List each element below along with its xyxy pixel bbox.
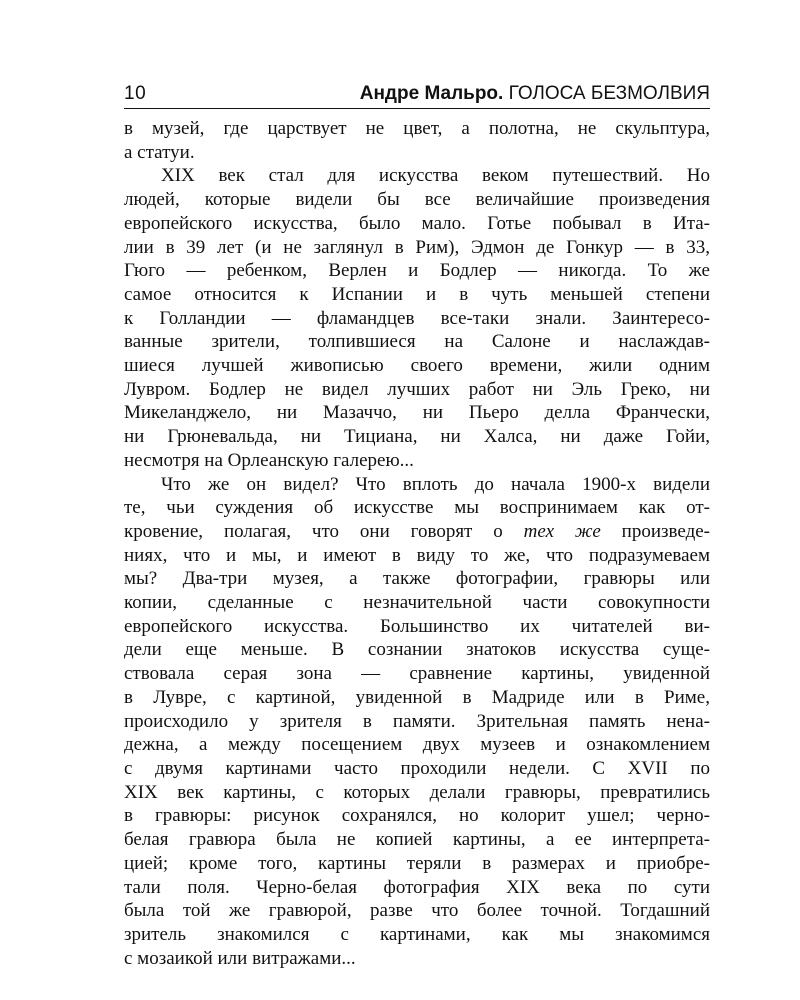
paragraph — [124, 117, 710, 164]
paragraph — [124, 473, 710, 971]
text-line: в музей, где царствует не цвет, а полотна, не скульптура, — [124, 118, 710, 139]
text-line: кровение, полагая, что они говорят о тех же произведе- — [124, 520, 710, 542]
text-line: несмотря на Орлеанскую галерею... — [124, 449, 414, 471]
text-line: с мозаикой или витражами... — [124, 947, 356, 969]
text-line: Лувром. Бодлер не видел лучших работ ни Эль Греко, ни — [124, 378, 710, 400]
text-line: самое относится к Испании и в чуть меньшей степени — [124, 283, 710, 305]
text-line: ни Грюневальда, ни Тициана, ни Халса, ни даже Гойи, — [124, 426, 710, 448]
text-line: Гюго — ребенком, Верлен и Бодлер — никогда. То же — [124, 260, 710, 282]
paragraph — [124, 164, 710, 472]
text-line: зритель знакомился с картинами, как мы знакомимся — [124, 923, 710, 945]
text-line: лии в 39 лет (и не заглянул в Рим), Эдмон де Гонкур — в 33, — [124, 236, 710, 258]
body-text — [124, 117, 710, 970]
text-line: те, чьи суждения об искусстве мы воспринимаем как от- — [124, 497, 710, 519]
text-line: происходило у зрителя в памяти. Зрительная память нена- — [124, 710, 710, 732]
text-line: белая гравюра была не копией картины, а ее интерпрета- — [124, 829, 710, 851]
text-line: дежна, а между посещением двух музеев и ознакомлением — [124, 734, 710, 756]
text-line: в Лувре, с картиной, увиденной в Мадриде или в Риме, — [124, 686, 710, 708]
header-book-title: ГОЛОСА БЕЗМОЛВИЯ — [508, 83, 710, 104]
text-line: была той же гравюрой, разве что более точной. Тогдашний — [124, 900, 710, 922]
text-line: шиеся лучшей живописью своего времени, жили одним — [124, 355, 710, 377]
header-author: Андре Мальро. — [359, 83, 504, 104]
text-line: мы? Два-три музея, а также фотографии, гравюры или — [124, 568, 710, 590]
text-line: Микеланджело, ни Мазаччо, ни Пьеро делла Франчески, — [124, 402, 710, 424]
text-line: ствовала серая зона — сравнение картины, увиденной — [124, 663, 710, 685]
text-line: ванные зрители, толпившиеся на Салоне и наслаждав- — [124, 331, 710, 353]
text-line: европейского искусства. Большинство их читателей ви- — [124, 615, 710, 637]
text-line: XIX век стал для искусства веком путешествий. Но — [161, 165, 710, 187]
header-title-block — [360, 82, 710, 106]
text-line: людей, которые видели бы все величайшие произведения — [124, 189, 710, 211]
text-line: к Голландии — фламандцев все-таки знали. Заинтересо- — [124, 307, 710, 329]
text-line: с двумя картинами часто проходили недели. С XVII по — [124, 757, 710, 779]
text-line: цией; кроме того, картины теряли в размерах и приобре- — [124, 852, 710, 874]
text-line: тали поля. Черно-белая фотография XIX века по сути — [124, 876, 710, 898]
text-line: копии, сделанные с незначительной части совокупности — [124, 592, 710, 614]
text-line: а статуи. — [124, 141, 195, 163]
text-line: в гравюры: рисунок сохранялся, но колорит ушел; черно- — [124, 805, 710, 827]
text-line: Что же он видел? Что вплоть до начала 1900-х видели — [161, 473, 710, 495]
book-page — [124, 78, 710, 970]
text-line: дели еще меньше. В сознании знатоков искусства суще- — [124, 639, 710, 661]
text-line: ниях, что и мы, и имеют в виду то же, что подразумеваем — [124, 544, 710, 566]
text-line: XIX век картины, с которых делали гравюры, превратились — [124, 781, 710, 803]
text-line: европейского искусства, было мало. Готье побывал в Ита- — [124, 212, 710, 234]
running-head — [124, 78, 710, 109]
page-number: 10 — [124, 83, 147, 104]
